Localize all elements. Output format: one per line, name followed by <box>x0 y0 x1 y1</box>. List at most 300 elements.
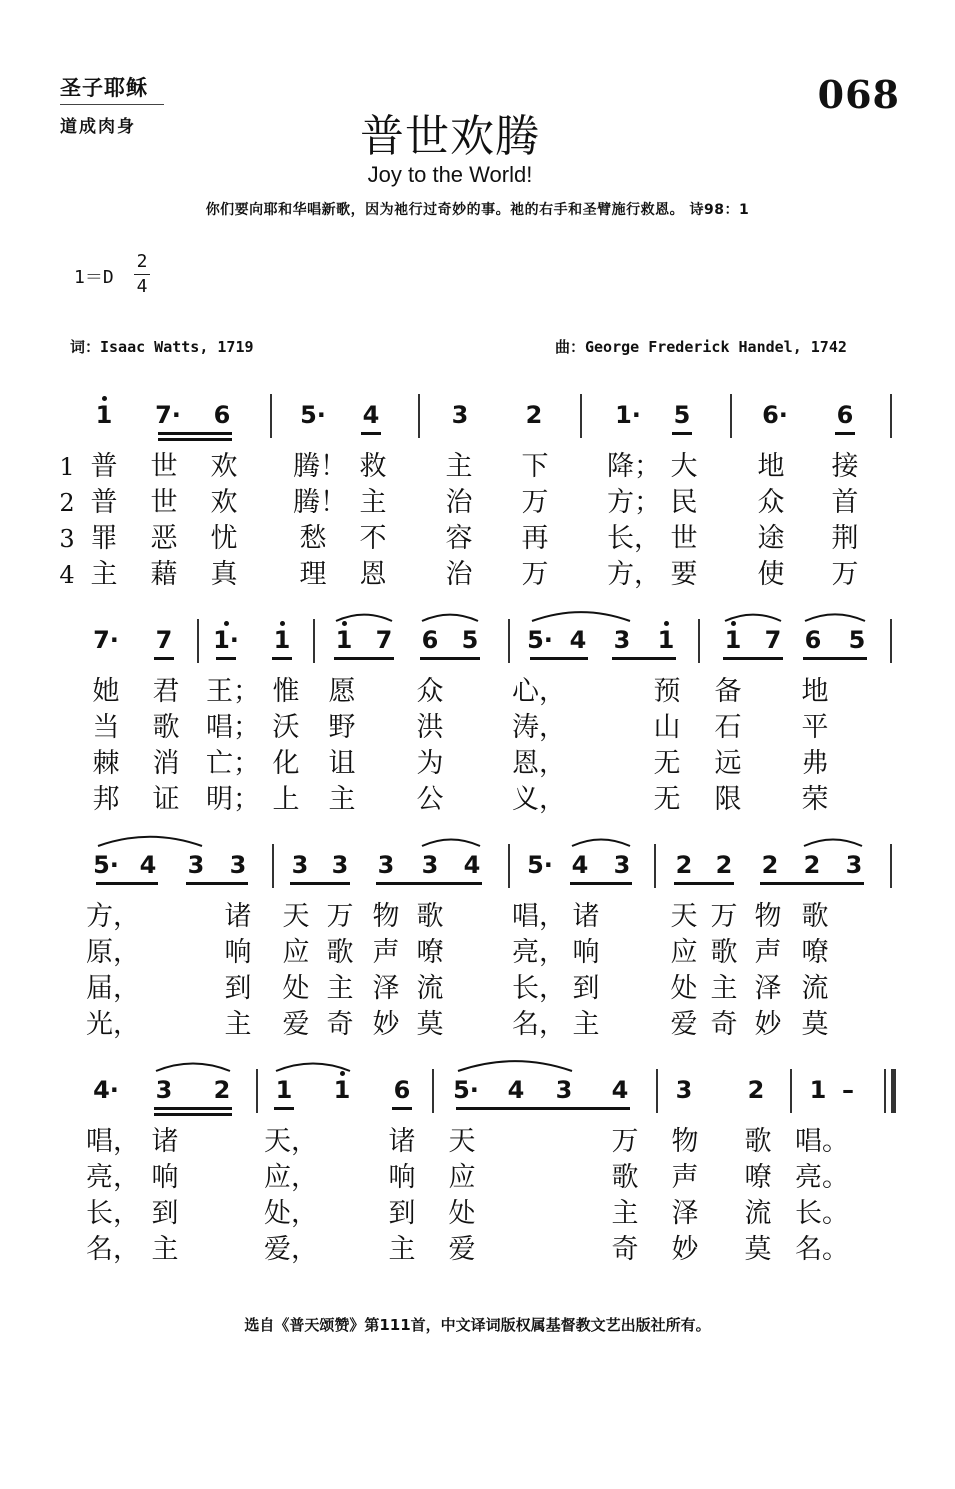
lyric-syllable: 天， <box>264 1126 318 1157</box>
lyric-syllable: 下 <box>521 451 549 482</box>
note-underline <box>154 657 174 660</box>
verse-number: 3 <box>59 525 75 553</box>
lyric-syllable: 物 <box>671 1126 699 1157</box>
lyric-syllable: 腾！ <box>293 487 347 518</box>
note-underline <box>158 432 232 435</box>
octave-dot <box>664 621 669 626</box>
lyric-syllable: 天 <box>282 901 310 932</box>
note-underline <box>420 657 480 660</box>
note: 4 <box>611 1076 629 1104</box>
lyric-syllable: 名。 <box>795 1234 849 1265</box>
lyric-syllable: 方， <box>607 559 661 590</box>
lyric-syllable: 理 <box>299 559 327 590</box>
lyric-syllable: 接 <box>831 451 859 482</box>
note: 3 <box>845 851 863 879</box>
note-underline <box>154 1107 232 1110</box>
note: 2 <box>675 851 693 879</box>
lyric-syllable: 名， <box>512 1009 566 1040</box>
lyric-syllable: 爱， <box>264 1234 318 1265</box>
note-underline <box>290 882 350 885</box>
lyric-syllable: 邦 <box>92 784 120 815</box>
note: 2 <box>525 401 543 429</box>
note-underline <box>672 432 692 435</box>
lyric-syllable: 义， <box>512 784 566 815</box>
lyric-syllable: 山 <box>653 712 681 743</box>
lyric-syllable: 主 <box>445 451 473 482</box>
slur <box>804 839 862 846</box>
lyric-syllable: 不 <box>359 523 387 554</box>
lyric-syllable: 处， <box>264 1198 318 1229</box>
lyric-syllable: 上 <box>272 784 300 815</box>
lyric-syllable: 证 <box>152 784 180 815</box>
lyric-syllable: 再 <box>521 523 549 554</box>
note: 7· <box>155 401 181 429</box>
lyric-syllable: 沃 <box>272 712 300 743</box>
lyric-syllable: 奇 <box>611 1234 639 1265</box>
note: 4 <box>507 1076 525 1104</box>
lyric-syllable: 限 <box>714 784 742 815</box>
lyric-syllable: 消 <box>152 748 180 779</box>
lyric-syllable: 救 <box>359 451 387 482</box>
lyric-syllable: 世 <box>670 523 698 554</box>
slur <box>98 837 202 846</box>
lyric-syllable: 明； <box>206 784 260 815</box>
octave-dot <box>224 621 229 626</box>
note-underline <box>530 657 588 660</box>
note: 4 <box>463 851 481 879</box>
barline <box>890 619 892 663</box>
lyric-syllable: 公 <box>416 784 444 815</box>
lyric-syllable: 惟 <box>272 676 300 707</box>
lyric-syllable: 处 <box>670 973 698 1004</box>
lyric-syllable: 首 <box>831 487 859 518</box>
note: 5· <box>527 626 553 654</box>
lyric-syllable: 地 <box>801 676 829 707</box>
lyric-syllable: 容 <box>445 523 473 554</box>
octave-dot <box>102 396 107 401</box>
lyric-syllable: 远 <box>714 748 742 779</box>
lyric-syllable: 长。 <box>795 1198 849 1229</box>
lyric-syllable: 荣 <box>801 784 829 815</box>
note: 6· <box>762 401 788 429</box>
lyric-syllable: 愁 <box>299 523 327 554</box>
lyric-syllable: 爱 <box>670 1009 698 1040</box>
octave-dot <box>342 621 347 626</box>
lyric-syllable: 妙 <box>372 1009 400 1040</box>
lyric-syllable: 歌 <box>801 901 829 932</box>
final-barline-thin <box>884 1069 886 1113</box>
note: 5· <box>527 851 553 879</box>
note-underline <box>96 882 158 885</box>
lyric-syllable: 爱 <box>282 1009 310 1040</box>
note: 2 <box>715 851 733 879</box>
lyric-syllable: 唱， <box>512 901 566 932</box>
octave-dot <box>280 621 285 626</box>
lyric-syllable: 当 <box>92 712 120 743</box>
octave-dot <box>340 1071 345 1076</box>
lyric-syllable: 声 <box>671 1162 699 1193</box>
lyric-syllable: 莫 <box>801 1009 829 1040</box>
note: 4 <box>362 401 380 429</box>
lyric-syllable: 流 <box>416 973 444 1004</box>
lyric-syllable: 万 <box>521 487 549 518</box>
note: 6 <box>836 401 854 429</box>
note: 3 <box>675 1076 693 1104</box>
barline <box>270 394 272 438</box>
barline <box>656 1069 658 1113</box>
time-numerator: 2 <box>134 250 150 275</box>
lyric-syllable: 主 <box>388 1234 416 1265</box>
lyric-syllable: 真 <box>210 559 238 590</box>
source-note: 选自《普天颂赞》第111首，中文译词版权属基督教文艺出版社所有。 <box>244 1316 711 1334</box>
lyric-syllable: 恩， <box>512 748 566 779</box>
lyric-syllable: 途 <box>757 523 785 554</box>
lyric-syllable: 流 <box>801 973 829 1004</box>
lyric-syllable: 使 <box>757 559 785 590</box>
lyric-syllable: 歌 <box>152 712 180 743</box>
lyricist-credit: 词：Isaac Watts, 1719 <box>70 338 254 356</box>
lyric-syllable: 世 <box>150 451 178 482</box>
category-sub: 道成肉身 <box>60 117 136 137</box>
lyric-syllable: 响 <box>224 937 252 968</box>
lyric-syllable: 众 <box>416 676 444 707</box>
note-underline <box>420 882 482 885</box>
note: 1 <box>657 626 675 654</box>
lyric-syllable: 亮， <box>512 937 566 968</box>
lyric-syllable: 主 <box>328 784 356 815</box>
lyric-syllable: 石 <box>714 712 742 743</box>
barline <box>256 1069 258 1113</box>
note-underline <box>334 657 394 660</box>
lyric-syllable: 万 <box>611 1126 639 1157</box>
note: 7 <box>764 626 782 654</box>
lyric-syllable: 到 <box>572 973 600 1004</box>
lyric-syllable: 歌 <box>744 1126 772 1157</box>
barline <box>698 619 700 663</box>
note: 4 <box>139 851 157 879</box>
title-chinese: 普世欢腾 <box>360 111 540 162</box>
lyric-syllable: 到 <box>151 1198 179 1229</box>
lyric-syllable: 奇 <box>326 1009 354 1040</box>
slur <box>805 614 865 621</box>
note: 3 <box>331 851 349 879</box>
note: 1 <box>335 626 353 654</box>
lyric-syllable: 歌 <box>611 1162 639 1193</box>
lyric-syllable: 物 <box>372 901 400 932</box>
lyric-syllable: 预 <box>653 676 681 707</box>
lyric-syllable: 普 <box>90 451 118 482</box>
key-signature: 1＝D <box>74 267 114 288</box>
barline <box>508 619 510 663</box>
note: 5 <box>461 626 479 654</box>
note-underline <box>216 657 236 660</box>
lyric-syllable: 诸 <box>388 1126 416 1157</box>
lyric-syllable: 莫 <box>416 1009 444 1040</box>
note: 1 <box>275 1076 293 1104</box>
lyric-syllable: 欢 <box>210 487 238 518</box>
note: 6 <box>393 1076 411 1104</box>
note: 6 <box>421 626 439 654</box>
note: 2 <box>803 851 821 879</box>
lyric-syllable: 天 <box>670 901 698 932</box>
lyric-syllable: 处 <box>282 973 310 1004</box>
lyric-syllable: 亮。 <box>795 1162 849 1193</box>
note: 2 <box>761 851 779 879</box>
lyric-syllable: 嘹 <box>801 937 829 968</box>
lyric-syllable: 为 <box>416 748 444 779</box>
lyric-syllable: 应 <box>448 1162 476 1193</box>
lyric-syllable: 声 <box>754 937 782 968</box>
lyric-syllable: 长， <box>512 973 566 1004</box>
lyric-syllable: 诸 <box>151 1126 179 1157</box>
lyric-syllable: 方， <box>86 901 140 932</box>
lyric-syllable: 歌 <box>710 937 738 968</box>
note-underline <box>361 432 381 435</box>
lyric-syllable: 主 <box>90 559 118 590</box>
note: 2 <box>213 1076 231 1104</box>
lyric-syllable: 响 <box>572 937 600 968</box>
lyric-syllable: 君 <box>152 676 180 707</box>
lyric-syllable: 备 <box>714 676 742 707</box>
lyric-syllable: 平 <box>801 712 829 743</box>
lyric-syllable: 嘹 <box>416 937 444 968</box>
note-underline <box>274 1107 294 1110</box>
barline <box>432 1069 434 1113</box>
lyric-syllable: 恩 <box>359 559 387 590</box>
final-barline-thick <box>891 1069 896 1113</box>
lyric-syllable: 野 <box>328 712 356 743</box>
note: 1· <box>213 626 239 654</box>
note: 2 <box>747 1076 765 1104</box>
lyric-syllable: 心， <box>512 676 566 707</box>
note: 1 <box>724 626 742 654</box>
lyric-syllable: 光， <box>86 1009 140 1040</box>
note: 4 <box>569 626 587 654</box>
note: 5· <box>300 401 326 429</box>
lyric-syllable: 泽 <box>671 1198 699 1229</box>
lyric-syllable: 忧 <box>210 523 238 554</box>
lyric-syllable: 世 <box>150 487 178 518</box>
note: 6 <box>213 401 231 429</box>
lyric-syllable: 天 <box>448 1126 476 1157</box>
lyric-syllable: 化 <box>272 748 300 779</box>
barline <box>197 619 199 663</box>
lyric-syllable: 泽 <box>754 973 782 1004</box>
note-underline <box>392 1107 412 1110</box>
note-underline <box>723 657 783 660</box>
lyric-syllable: 恶 <box>150 523 178 554</box>
lyric-syllable: 到 <box>224 973 252 1004</box>
note: 1 <box>273 626 291 654</box>
slur <box>422 615 478 621</box>
barline <box>730 394 732 438</box>
lyric-syllable: 到 <box>388 1198 416 1229</box>
note: 1 <box>333 1076 351 1104</box>
lyric-syllable: 万 <box>831 559 859 590</box>
lyric-syllable: 涛， <box>512 712 566 743</box>
lyric-syllable: 唱， <box>86 1126 140 1157</box>
note: 3 <box>421 851 439 879</box>
slur <box>572 839 630 846</box>
lyric-syllable: 降； <box>607 451 661 482</box>
barline <box>313 619 315 663</box>
barline <box>890 394 892 438</box>
lyric-syllable: 普 <box>90 487 118 518</box>
lyric-syllable: 罪 <box>90 523 118 554</box>
slur <box>458 1061 572 1071</box>
note: 6 <box>804 626 822 654</box>
verse-number: 2 <box>59 489 75 517</box>
lyric-syllable: 主 <box>224 1009 252 1040</box>
lyric-syllable: 泽 <box>372 973 400 1004</box>
lyric-syllable: 主 <box>710 973 738 1004</box>
note: 4 <box>571 851 589 879</box>
lyric-syllable: 奇 <box>710 1009 738 1040</box>
lyric-syllable: 愿 <box>328 676 356 707</box>
lyric-syllable: 治 <box>445 487 473 518</box>
lyric-syllable: 妙 <box>671 1234 699 1265</box>
lyric-syllable: 主 <box>611 1198 639 1229</box>
lyric-syllable: 处 <box>448 1198 476 1229</box>
lyric-syllable: 应， <box>264 1162 318 1193</box>
note: 3 <box>613 626 631 654</box>
lyric-syllable: 声 <box>372 937 400 968</box>
slur <box>422 839 480 846</box>
scripture-verse: 你们要向耶和华唱新歌，因为祂行过奇妙的事。祂的右手和圣臂施行救恩。 诗98：1 <box>205 202 750 218</box>
note: 3 <box>613 851 631 879</box>
note-underline <box>803 657 867 660</box>
lyric-syllable: 无 <box>653 784 681 815</box>
lyric-syllable: 应 <box>282 937 310 968</box>
note-underline <box>272 657 292 660</box>
lyric-syllable: 歌 <box>326 937 354 968</box>
lyric-syllable: 王； <box>206 676 260 707</box>
note: 3 <box>229 851 247 879</box>
note-underline <box>154 1113 232 1116</box>
lyric-syllable: 响 <box>388 1162 416 1193</box>
lyric-syllable: 亮， <box>86 1162 140 1193</box>
lyric-syllable: 万 <box>521 559 549 590</box>
lyric-syllable: 届， <box>86 973 140 1004</box>
lyric-syllable: 治 <box>445 559 473 590</box>
barline <box>890 844 892 888</box>
lyric-syllable: 长， <box>86 1198 140 1229</box>
lyric-syllable: 万 <box>710 901 738 932</box>
note-underline <box>802 882 864 885</box>
lyric-syllable: 主 <box>572 1009 600 1040</box>
barline <box>654 844 656 888</box>
category-main: 圣子耶稣 <box>60 75 148 100</box>
note-underline <box>506 1107 630 1110</box>
note-underline <box>835 432 855 435</box>
lyric-syllable: 流 <box>744 1198 772 1229</box>
note: 5 <box>848 626 866 654</box>
lyric-syllable: 大 <box>670 451 698 482</box>
note: 3 <box>555 1076 573 1104</box>
octave-dot <box>731 621 736 626</box>
barline <box>272 844 274 888</box>
lyric-syllable: 嘹 <box>744 1162 772 1193</box>
note: 7 <box>155 626 173 654</box>
lyric-syllable: 主 <box>151 1234 179 1265</box>
lyric-syllable: 棘 <box>92 748 120 779</box>
verse-number: 1 <box>59 453 75 481</box>
note: 5· <box>93 851 119 879</box>
lyric-syllable: 腾！ <box>293 451 347 482</box>
slur <box>156 1064 230 1071</box>
lyric-syllable: 方； <box>607 487 661 518</box>
barline <box>418 394 420 438</box>
lyric-syllable: 民 <box>670 487 698 518</box>
note: 5 <box>673 401 691 429</box>
slur <box>532 612 630 621</box>
note: 1 <box>809 1076 827 1104</box>
lyric-syllable: 爱 <box>448 1234 476 1265</box>
lyric-syllable: 洪 <box>416 712 444 743</box>
hymn-number: 068 <box>817 72 900 117</box>
lyric-syllable: 藉 <box>150 559 178 590</box>
lyric-syllable: 主 <box>359 487 387 518</box>
note-underline <box>158 438 232 441</box>
title-english: Joy to the World! <box>367 162 533 187</box>
lyric-syllable: 物 <box>754 901 782 932</box>
note: 5· <box>453 1076 479 1104</box>
lyric-syllable: 原， <box>86 937 140 968</box>
lyric-syllable: 唱。 <box>795 1126 849 1157</box>
note: – <box>842 1076 854 1104</box>
barline <box>790 1069 792 1113</box>
note: 7· <box>93 626 119 654</box>
verse-number: 4 <box>59 561 75 589</box>
note: 7 <box>375 626 393 654</box>
lyric-syllable: 亡； <box>206 748 260 779</box>
lyric-syllable: 名， <box>86 1234 140 1265</box>
note: 3 <box>155 1076 173 1104</box>
lyric-syllable: 荆 <box>831 523 859 554</box>
lyric-syllable: 诸 <box>224 901 252 932</box>
barline <box>580 394 582 438</box>
note: 4· <box>93 1076 119 1104</box>
lyric-syllable: 莫 <box>744 1234 772 1265</box>
lyric-syllable: 她 <box>92 676 120 707</box>
lyric-syllable: 众 <box>757 487 785 518</box>
lyric-syllable: 主 <box>326 973 354 1004</box>
note-underline <box>570 882 632 885</box>
lyric-syllable: 歌 <box>416 901 444 932</box>
lyric-syllable: 妙 <box>754 1009 782 1040</box>
note: 3 <box>451 401 469 429</box>
lyric-syllable: 地 <box>757 451 785 482</box>
lyric-syllable: 唱； <box>206 712 260 743</box>
lyric-syllable: 响 <box>151 1162 179 1193</box>
note: 1· <box>615 401 641 429</box>
note-underline <box>186 882 248 885</box>
lyric-syllable: 无 <box>653 748 681 779</box>
note: 3 <box>187 851 205 879</box>
lyric-syllable: 长， <box>607 523 661 554</box>
lyric-syllable: 要 <box>670 559 698 590</box>
note: 1 <box>95 401 113 429</box>
note: 3 <box>377 851 395 879</box>
lyric-syllable: 诸 <box>572 901 600 932</box>
lyric-syllable: 诅 <box>328 748 356 779</box>
lyric-syllable: 弗 <box>801 748 829 779</box>
composer-credit: 曲：George Frederick Handel, 1742 <box>555 338 847 356</box>
note-underline <box>612 657 676 660</box>
lyric-syllable: 欢 <box>210 451 238 482</box>
note: 3 <box>291 851 309 879</box>
lyric-syllable: 应 <box>670 937 698 968</box>
